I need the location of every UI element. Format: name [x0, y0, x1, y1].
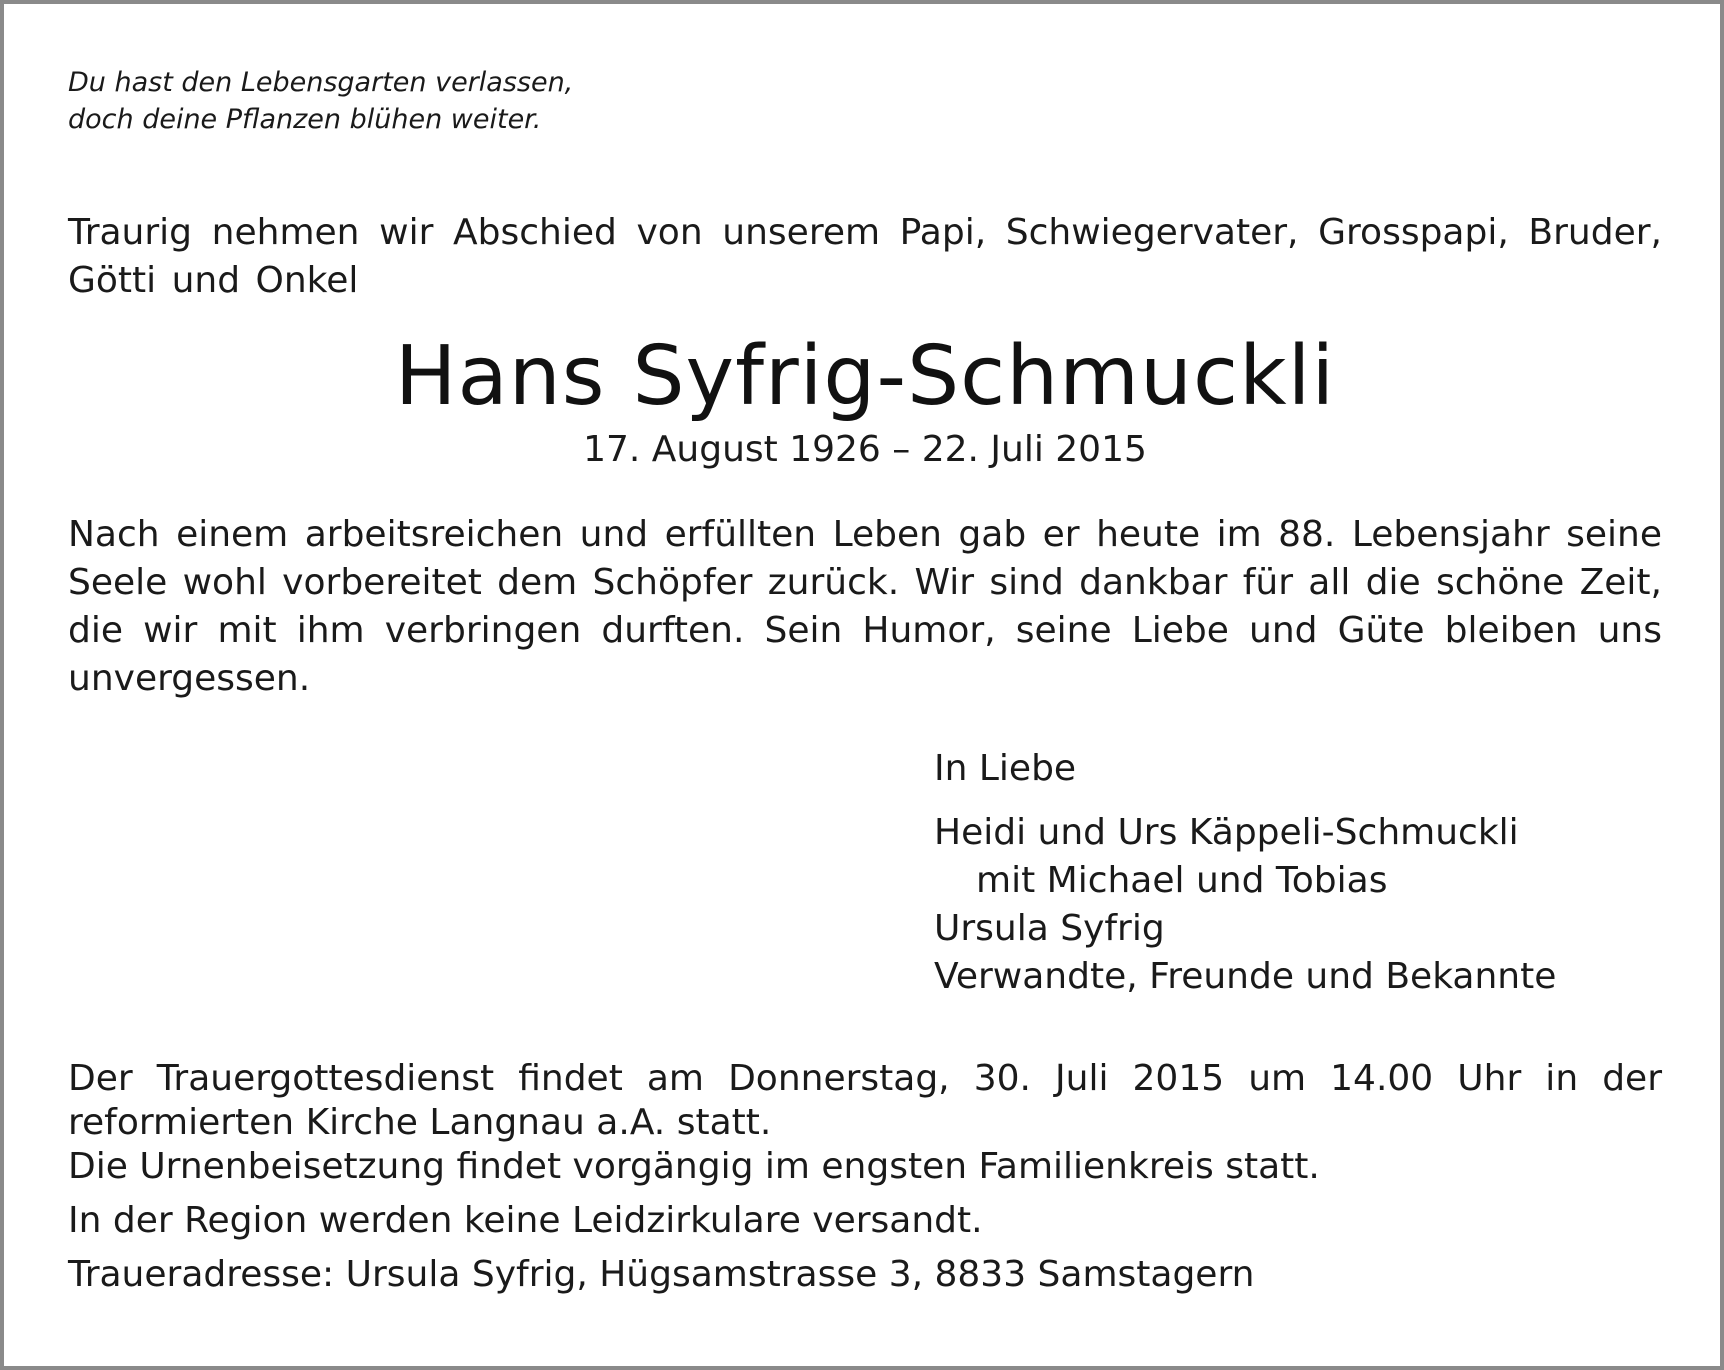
urn-text: Die Urnenbeisetzung findet vorgängig im engsten Familienkreis statt.: [68, 1146, 1320, 1187]
signature-heading: In Liebe: [934, 748, 1077, 789]
motto: [68, 64, 1662, 138]
notice-text: In der Region werden keine Leidzirkulare versandt.: [68, 1200, 983, 1241]
signature-line: Heidi und Urs Käppeli-Schmuckli: [934, 812, 1519, 853]
signature-line: Verwandte, Freunde und Bekannte: [934, 956, 1557, 997]
obituary-content: [68, 64, 1662, 1297]
signature-block: [934, 745, 1662, 1001]
deceased-name: Hans Syfrig-Schmuckli: [394, 329, 1336, 424]
intro-text: Traurig nehmen wir Abschied von unserem Papi, Schwiegervater, Grosspapi, Bruder, Götti und Onkel: [68, 212, 1662, 301]
signature-line: Ursula Syfrig: [934, 908, 1165, 949]
signature-line: mit Michael und Tobias: [976, 860, 1388, 901]
ceremony-text: Der Trauergottesdienst findet am Donnerstag, 30. Juli 2015 um 14.00 Uhr in der reformierten Kirche Langnau a.A. statt.: [68, 1058, 1662, 1143]
motto-line-1: Du hast den Lebensgarten verlassen,: [68, 67, 574, 98]
motto-line-2: doch deine Pflanzen blühen weiter.: [68, 104, 542, 135]
memorial-text: Nach einem arbeitsreichen und erfüllten Leben gab er heute im 88. Lebensjahr seine Seele wohl vorbereitet dem Schöpfer zurück. Wir sind dankbar für all die schöne Zeit, die wir mit ihm verbringen durften. Sein Humor, seine Liebe und Güte bleiben uns unvergessen.: [68, 514, 1662, 699]
life-dates: 17. August 1926 – 22. Juli 2015: [583, 429, 1147, 470]
service-info: [68, 1057, 1662, 1297]
mourning-address: Traueradresse: Ursula Syfrig, Hügsamstrasse 3, 8833 Samstagern: [68, 1254, 1255, 1295]
